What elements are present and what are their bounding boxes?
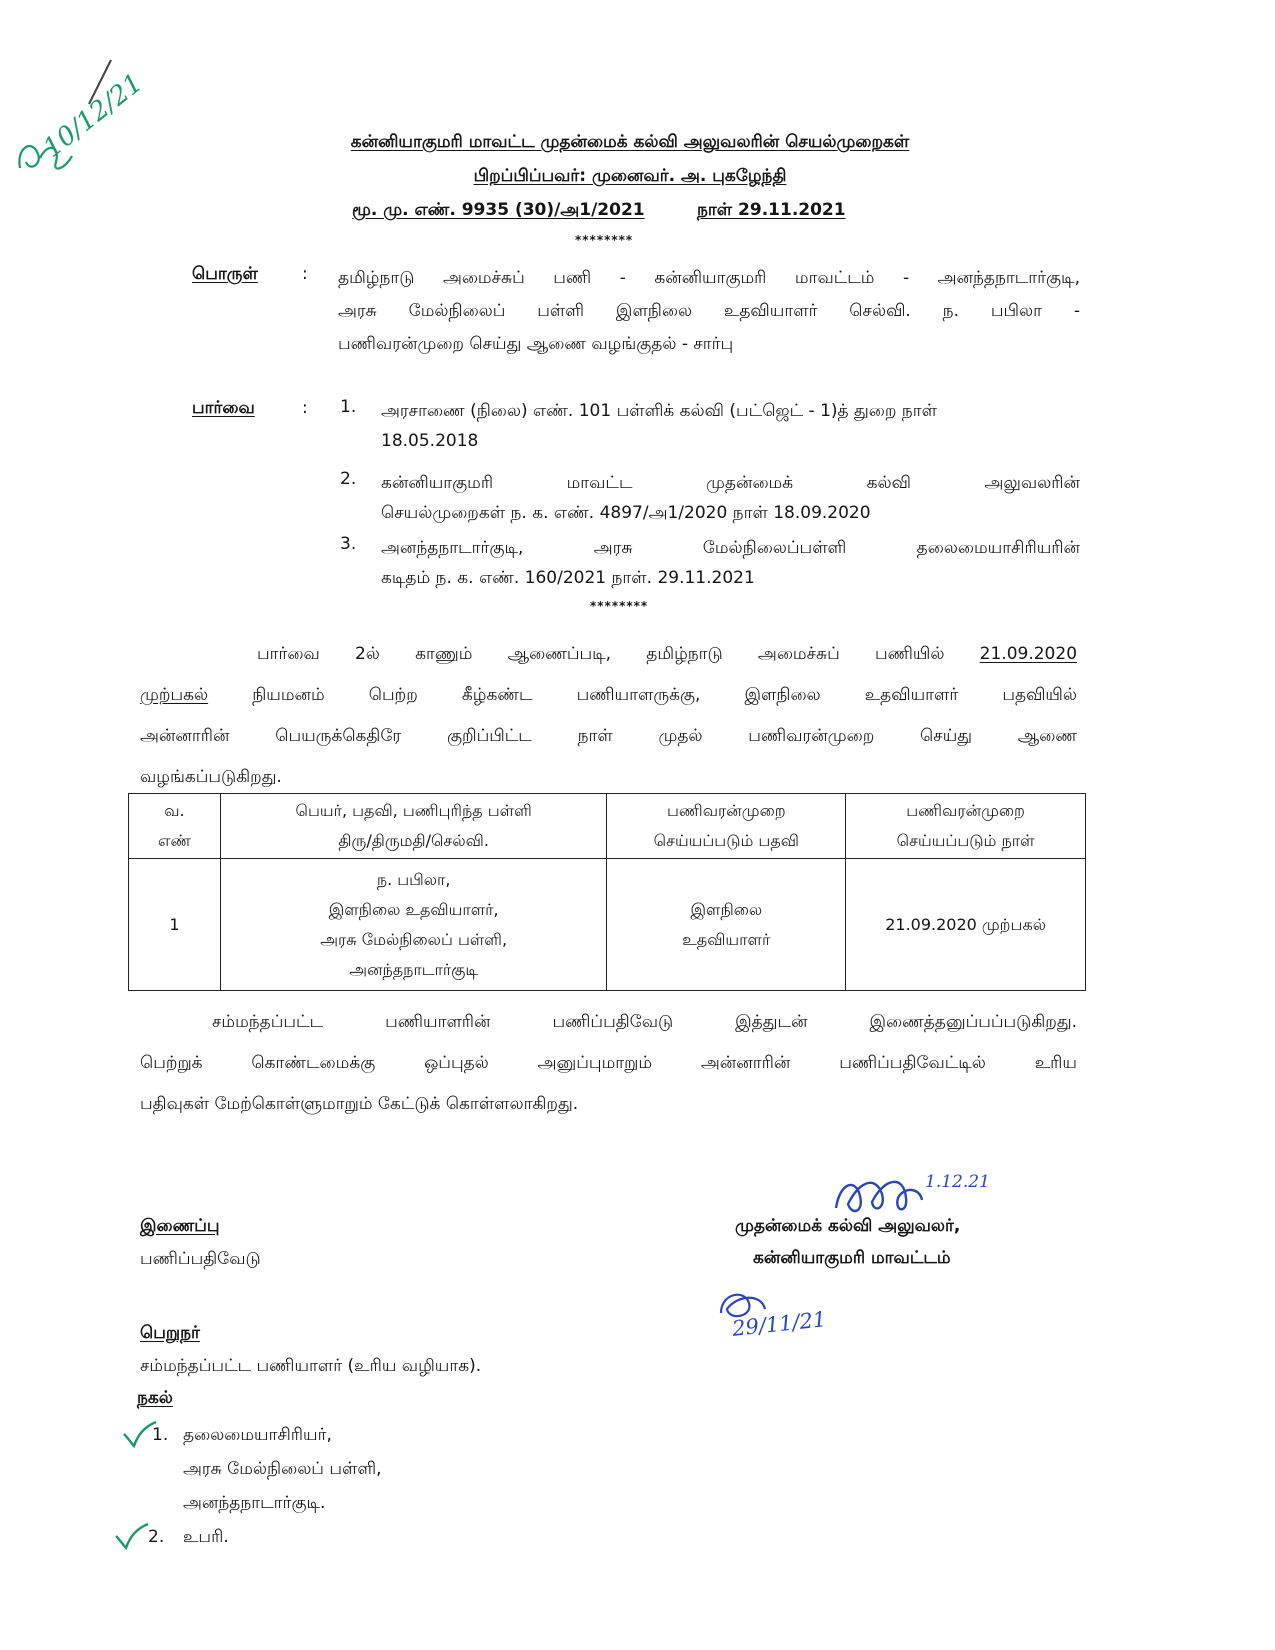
reference-2-number: 2. [340,469,357,489]
reference-3 [381,533,1080,593]
header-post [607,794,846,859]
row-post-line-1: இளநிலை [690,899,763,919]
forenoon-label: முற்பகல் [140,685,209,705]
signatory-district: கன்னியாகுமரி மாவட்டம் [753,1248,951,1268]
reference-separator: ******** [590,599,649,613]
header-details-line-1: பெயர், பதவி, பணிபுரிந்த பள்ளி [295,801,532,820]
pencil-mark [85,58,115,113]
row-post-line-2: உதவியாளர் [682,929,771,949]
subject-colon: : [302,264,308,284]
row-serial: 1 [129,859,221,991]
copy-label: நகல் [137,1388,173,1408]
copy-2-line-1: உபரி. [183,1527,229,1547]
lower-handwritten-date: 29/11/21 [731,1307,828,1341]
reference-1-line-1: அரசாணை (நிலை) எண். 101 பள்ளிக் கல்வி (பட்ஜெட் - 1)த் துறை நாள் [381,401,937,421]
header-post-line-1: பணிவரன்முறை [667,801,786,820]
header-serial [129,794,221,859]
body1-line-4: வழங்கப்படுகிறது. [140,767,282,787]
signatory-designation: முதன்மைக் கல்வி அலுவலர், [735,1216,961,1236]
reference-1 [381,396,1080,456]
appointment-date: 21.09.2020 [979,644,1078,664]
subject-label: பொருள் [192,264,258,284]
copy-1-number: 1. [152,1425,169,1445]
reference-2-line-2: செயல்முறைகள் ந. க. எண். 4897/அ1/2020 நாள் 18.09.2020 [381,503,871,523]
row-details-line-3: அரசு மேல்நிலைப் பள்ளி, [320,929,508,949]
body1-line-3: அன்னாரின் பெயருக்கெதிரே குறிப்பிட்ட நாள் முதல் பணிவரன்முறை செய்து ஆணை [140,726,1077,746]
row-post [607,859,846,991]
header-serial-line-2: எண் [158,831,191,850]
reference-1-line-2: 18.05.2018 [381,431,479,451]
body-paragraph-2 [140,1002,1077,1125]
copy-1-lines [183,1418,382,1520]
recipient-label: பெறுநர் [140,1323,200,1343]
row-details-line-2: இளநிலை உதவியாளர், [328,899,499,919]
header-date-line-2: செய்யப்படும் நாள் [896,831,1035,850]
body-paragraph-1 [140,634,1077,798]
tick-mark-2-icon [112,1520,152,1555]
reference-number: மூ. மு. எண். 9935 (30)/அ1/2021 [352,200,645,220]
reference-colon: : [302,398,308,418]
header-details [220,794,607,859]
row-details-line-1: ந. பபிலா, [376,869,451,889]
recipient-text: சம்மந்தப்பட்ட பணியாளர் (உரிய வழியாக). [140,1356,482,1376]
copy-1-line-1: தலைமையாசிரியர், [183,1425,332,1445]
header-serial-line-1: வ. [164,801,185,820]
reference-2-line-1: கன்னியாகுமரி மாவட்ட முதன்மைக் கல்வி அலுவலரின் [381,473,1080,493]
reference-label: பார்வை [192,398,255,418]
regularisation-table [128,793,1086,991]
header-separator: ******** [575,233,634,247]
reference-3-line-2: கடிதம் ந. க. எண். 160/2021 நாள். 29.11.2021 [381,568,755,588]
body1-line-2-text: நியமனம் பெற்ற கீழ்கண்ட பணியாளருக்கு, இளநிலை உதவியாளர் பதவியில் [252,685,1077,705]
body1-line-2 [140,675,1077,716]
reference-1-number: 1. [340,397,357,417]
header-post-line-2: செய்யப்படும் பதவி [653,831,799,850]
order-date: நாள் 29.11.2021 [697,200,846,220]
handwritten-top-date: 10/12/21 [38,68,149,164]
copy-2-number: 2. [148,1527,165,1547]
table-row [129,859,1086,991]
reference-2 [381,468,1080,528]
copy-1-line-2: அரசு மேல்நிலைப் பள்ளி, [183,1459,382,1479]
body1-line-1 [140,634,1077,675]
subject-line-2: அரசு மேல்நிலைப் பள்ளி இளநிலை உதவியாளர் செல்வி. ந. பபிலா - [338,301,1080,321]
reference-3-line-1: அனந்தநாடார்குடி, அரசு மேல்நிலைப்பள்ளி தலைமையாசிரியரின் [381,538,1080,558]
reference-3-number: 3. [340,534,357,554]
subject-line-3: பணிவரன்முறை செய்து ஆணை வழங்குதல் - சார்பு [338,334,734,354]
enclosure-block [140,1210,261,1276]
enclosure-label: இணைப்பு [140,1216,220,1236]
signatory-block [735,1210,960,1274]
subject-line-1: தமிழ்நாடு அமைச்சுப் பணி - கன்னியாகுமரி மாவட்டம் - அனந்தநாடார்குடி, [338,268,1080,288]
row-details-line-4: அனந்தநாடார்குடி [349,959,479,979]
issuer-line: பிறப்பிப்பவர்: முனைவர். அ. புகழேந்தி [473,166,787,186]
table-header-row [129,794,1086,859]
header-details-line-2: திரு/திருமதி/செல்வி. [338,831,489,850]
row-date: 21.09.2020 முற்பகல் [846,859,1086,991]
row-details [220,859,607,991]
header-date [846,794,1086,859]
body2-line-1: சம்மந்தப்பட்ட பணியாளரின் பணிப்பதிவேடு இத்துடன் இணைத்தனுப்பப்படுகிறது. [212,1012,1077,1032]
body2-line-3: பதிவுகள் மேற்கொள்ளுமாறும் கேட்டுக் கொள்ளலாகிறது. [140,1094,579,1114]
body2-line-2: பெற்றுக் கொண்டமைக்கு ஒப்புதல் அனுப்புமாறும் அன்னாரின் பணிப்பதிவேட்டில் உரிய [140,1053,1077,1073]
office-title: கன்னியாகுமரி மாவட்ட முதன்மைக் கல்வி அலுவலரின் செயல்முறைகள் [350,132,910,152]
copy-1-line-3: அனந்தநாடார்குடி. [183,1493,326,1513]
header-date-line-1: பணிவரன்முறை [906,801,1025,820]
subject-text [338,262,1080,361]
body1-line-1-text: பார்வை 2ல் காணும் ஆணைப்படி, தமிழ்நாடு அமைச்சுப் பணியில் [257,644,945,664]
signature-date: 1.12.21 [925,1172,990,1192]
enclosure-item: பணிப்பதிவேடு [140,1249,261,1269]
recipient-block [140,1317,481,1383]
